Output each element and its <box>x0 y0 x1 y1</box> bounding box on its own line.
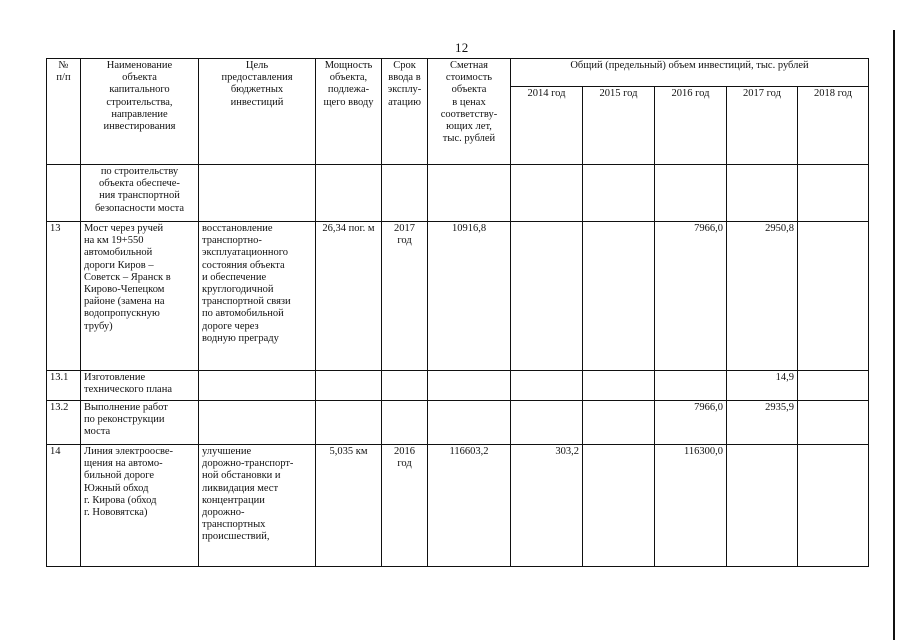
table-row <box>47 401 869 445</box>
cell-name: Выполнение работ по реконструкции моста <box>81 401 199 445</box>
header-year-2015: 2015 год <box>583 87 655 165</box>
cell-term <box>382 165 428 222</box>
cell-purpose <box>199 165 316 222</box>
header-capacity: Мощность объекта, подлежа- щего вводу <box>316 59 382 165</box>
cell-name: Линия электроосве- щения на автомо- бильной дороге Южный обход г. Кирова (обход г. Нововятска) <box>81 445 199 567</box>
cell-2016 <box>655 165 727 222</box>
cell-2016: 7966,0 <box>655 222 727 371</box>
cell-purpose <box>199 401 316 445</box>
investment-table <box>46 58 869 567</box>
cell-2016: 116300,0 <box>655 445 727 567</box>
cell-2018 <box>798 401 869 445</box>
cell-term <box>382 401 428 445</box>
cell-2015 <box>583 371 655 401</box>
cell-purpose <box>199 371 316 401</box>
page-number: 12 <box>455 40 469 55</box>
cell-2016 <box>655 371 727 401</box>
cell-2017: 2950,8 <box>727 222 798 371</box>
cell-2017 <box>727 165 798 222</box>
header-year-2017: 2017 год <box>727 87 798 165</box>
cell-purpose: улучшение дорожно-транспорт- ной обстановки и ликвидация мест концентрации дорожно- транспортных происшествий, <box>199 445 316 567</box>
cell-2018 <box>798 165 869 222</box>
cell-2017 <box>727 445 798 567</box>
cell-capacity: 5,035 км <box>316 445 382 567</box>
cell-2015 <box>583 222 655 371</box>
table-row <box>47 445 869 567</box>
cell-num: 13 <box>47 222 81 371</box>
header-year-2018: 2018 год <box>798 87 869 165</box>
cell-2016: 7966,0 <box>655 401 727 445</box>
cell-name: по строительству объекта обеспече- ния транспортной безопасности моста <box>81 165 199 222</box>
header-purpose: Цель предоставления бюджетных инвестиций <box>199 59 316 165</box>
cell-2014: 303,2 <box>511 445 583 567</box>
cell-num: 14 <box>47 445 81 567</box>
cell-2014 <box>511 401 583 445</box>
cell-2014 <box>511 371 583 401</box>
cell-capacity <box>316 165 382 222</box>
cell-num: 13.2 <box>47 401 81 445</box>
cell-capacity <box>316 401 382 445</box>
cell-2015 <box>583 445 655 567</box>
cell-2014 <box>511 222 583 371</box>
header-year-2016: 2016 год <box>655 87 727 165</box>
cell-2018 <box>798 445 869 567</box>
cell-2017: 2935,9 <box>727 401 798 445</box>
page-edge-line <box>893 30 895 640</box>
cell-capacity: 26,34 пог. м <box>316 222 382 371</box>
header-year-2014: 2014 год <box>511 87 583 165</box>
cell-2018 <box>798 222 869 371</box>
cell-2015 <box>583 401 655 445</box>
header-row <box>47 59 869 87</box>
cell-2017: 14,9 <box>727 371 798 401</box>
cell-num: 13.1 <box>47 371 81 401</box>
cell-cost <box>428 165 511 222</box>
cell-cost: 116603,2 <box>428 445 511 567</box>
cell-cost <box>428 401 511 445</box>
header-total-investment: Общий (предельный) объем инвестиций, тыс. рублей <box>511 59 869 87</box>
table-row <box>47 222 869 371</box>
header-num: № п/п <box>47 59 81 165</box>
header-name: Наименование объекта капитального строительства, направление инвестирования <box>81 59 199 165</box>
cell-cost: 10916,8 <box>428 222 511 371</box>
header-cost: Сметная стоимость объекта в ценах соответству- ющих лет, тыс. рублей <box>428 59 511 165</box>
header-term: Срок ввода в эксплу- атацию <box>382 59 428 165</box>
cell-2018 <box>798 371 869 401</box>
cell-term: 2017 год <box>382 222 428 371</box>
cell-num <box>47 165 81 222</box>
cell-purpose: восстановление транспортно- эксплуатационного состояния объекта и обеспечение круглогодичной транспортной связи по автомобильной дороге через водную преграду <box>199 222 316 371</box>
table-row <box>47 165 869 222</box>
cell-2015 <box>583 165 655 222</box>
cell-cost <box>428 371 511 401</box>
cell-term: 2016 год <box>382 445 428 567</box>
cell-capacity <box>316 371 382 401</box>
cell-term <box>382 371 428 401</box>
table-row <box>47 371 869 401</box>
cell-2014 <box>511 165 583 222</box>
cell-name: Мост через ручей на км 19+550 автомобильной дороги Киров – Советск – Яранск в Кирово-Чепецком районе (замена на водопропускную трубу) <box>81 222 199 371</box>
cell-name: Изготовление технического плана <box>81 371 199 401</box>
